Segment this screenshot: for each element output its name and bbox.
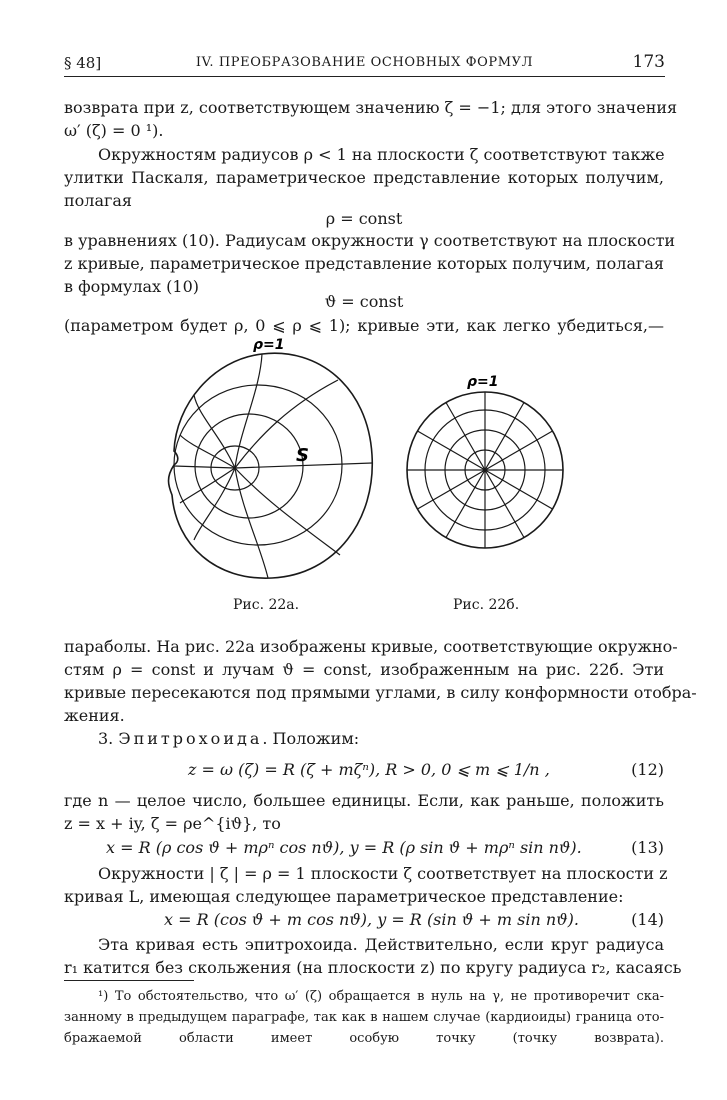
text-line: (параметром будет ρ, 0 ⩽ ρ ⩽ 1); кривые эти, как легко убедиться,—: [64, 316, 664, 335]
caption-22a: Рис. 22а.: [233, 597, 300, 613]
text-line: r₁ катится без скольжения (на плоскости z) по кругу радиуса r₂, касаясь: [64, 958, 682, 977]
label-rho-22a: ρ=1: [253, 337, 285, 353]
text-line: полагая: [64, 191, 133, 210]
text-line: z кривые, параметрическое представление которых получим, полагая: [64, 254, 664, 273]
text-line: улитки Паскаля, параметрическое представление которых получим,: [64, 168, 664, 187]
equation-13-number: (13): [631, 838, 664, 857]
section-3-heading: [64, 727, 664, 750]
equation-14-body: x = R (cos ϑ + m cos nϑ), y = R (sin ϑ + m sin nϑ).: [164, 910, 579, 929]
text-line: Окружностям радиусов ρ < 1 на плоскости ζ соответствуют также: [98, 145, 665, 164]
equation-14-number: (14): [631, 910, 664, 929]
figure-22a: [150, 335, 390, 595]
text-line: параболы. На рис. 22а изображены кривые, соответствующие окружно-: [64, 637, 678, 656]
label-region-s: S: [296, 445, 309, 466]
text-line: кривые пересекаются под прямыми углами, в силу конформности отобра-: [64, 683, 697, 702]
text-line: Окружности | ζ | = ρ = 1 плоскости ζ соответствует на плоскости z: [98, 864, 668, 883]
footnote-rule: [64, 980, 194, 981]
footnote-line: ¹) То обстоятельство, что ω′ (ζ) обращается в нуль на γ, не противоречит ска-: [98, 989, 664, 1004]
parabola-left: [174, 466, 235, 468]
chapter-title: IV. ПРЕОБРАЗОВАНИЕ ОСНОВНЫХ ФОРМУЛ: [195, 55, 534, 70]
text-line: ω′ (ζ) = 0 ¹).: [64, 121, 164, 140]
text-line: в уравнениях (10). Радиусам окружности γ соответствуют на плоскости: [64, 231, 676, 250]
text-line: в формулах (10): [64, 277, 200, 296]
text-line: жения.: [64, 706, 125, 725]
formula-rho-const: ρ = const: [325, 209, 403, 228]
footnote-line: занному в предыдущем параграфе, так как в нашем случае (кардиоиды) граница ото-: [64, 1010, 664, 1025]
text-line: кривая L, имеющая следующее параметрическое представление:: [64, 887, 624, 906]
running-header: [64, 52, 665, 77]
label-rho-22b: ρ=1: [467, 374, 499, 390]
formula-theta-const: ϑ = const: [324, 292, 404, 311]
figure-22b: [400, 370, 580, 570]
text-line: z = x + iy, ζ = ρe^{iϑ}, то: [64, 814, 281, 833]
page-number: 173: [632, 52, 665, 72]
equation-12-number: (12): [631, 760, 664, 779]
section-title-rest: . Положим:: [262, 729, 360, 748]
section-title: Эпитрохоида: [118, 729, 263, 748]
equation-13-body: x = R (ρ cos ϑ + mρⁿ cos nϑ), y = R (ρ sin ϑ + mρⁿ sin nϑ).: [106, 838, 582, 857]
section-number: 3.: [98, 729, 114, 748]
parabola-bottom-right: [235, 468, 340, 555]
parabola-top-right: [235, 380, 338, 468]
equation-12-body: z = ω (ζ) = R (ζ + mζⁿ), R > 0, 0 ⩽ m ⩽ 1/n ,: [188, 760, 550, 779]
text-line: стям ρ = const и лучам ϑ = const, изображенным на рис. 22б. Эти: [64, 660, 664, 679]
text-line: Эта кривая есть эпитрохоида. Действительно, если круг радиуса: [98, 935, 664, 954]
caption-22b: Рис. 22б.: [453, 597, 520, 613]
section-marker: § 48]: [64, 54, 102, 72]
footnote-line: бражаемой области имеет особую точку (точку возврата).: [64, 1031, 664, 1046]
text-line: возврата при z, соответствующем значению ζ = −1; для этого значения: [64, 98, 678, 117]
text-line: где n — целое число, большее единицы. Если, как раньше, положить: [64, 791, 664, 810]
